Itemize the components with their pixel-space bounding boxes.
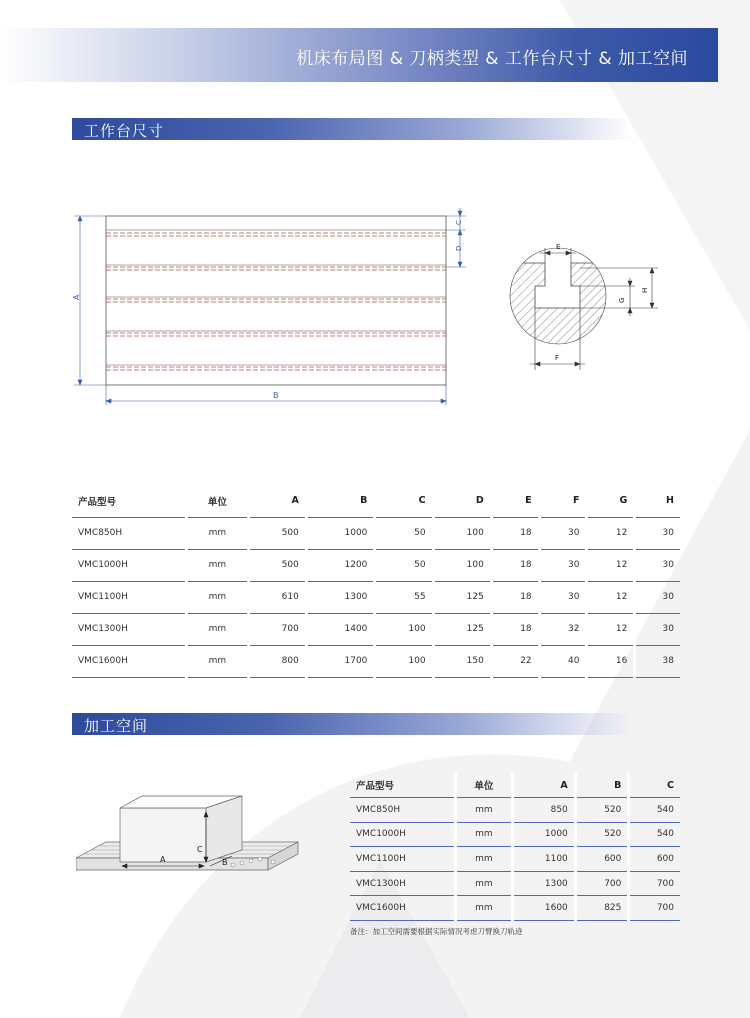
table-cell: 50 xyxy=(375,517,433,549)
table-cell: mm xyxy=(456,822,513,847)
space-dimension-b-label: B xyxy=(222,858,228,867)
dimension-e-label: E xyxy=(556,243,561,251)
table-cell: 18 xyxy=(491,549,539,581)
table-cell: 38 xyxy=(635,645,680,677)
table-cell: 1100 xyxy=(512,847,575,872)
header-model: 产品型号 xyxy=(72,485,187,517)
table-cell: 30 xyxy=(635,549,680,581)
table-cell: 100 xyxy=(433,549,491,581)
table-cell: 700 xyxy=(248,613,306,645)
table-cell: 40 xyxy=(539,645,587,677)
header-d: D xyxy=(433,485,491,517)
table-cell: mm xyxy=(456,847,513,872)
table-cell: 100 xyxy=(375,613,433,645)
table-cell: 825 xyxy=(575,896,629,921)
table-cell: VMC1100H xyxy=(350,847,456,872)
header-model: 产品型号 xyxy=(350,773,456,798)
table-cell: VMC1000H xyxy=(72,549,187,581)
table-row xyxy=(72,581,680,613)
table-cell: 1400 xyxy=(306,613,375,645)
table-cell: 1200 xyxy=(306,549,375,581)
table-cell: 1000 xyxy=(306,517,375,549)
table-header-row xyxy=(350,773,680,798)
table-cell: 30 xyxy=(539,581,587,613)
section-title-machining-space: 加工空间 xyxy=(84,717,149,735)
header-c: C xyxy=(375,485,433,517)
table-cell: 600 xyxy=(629,847,680,872)
table-cell: VMC850H xyxy=(350,798,456,823)
table-cell: 1000 xyxy=(512,822,575,847)
table-cell: 800 xyxy=(248,645,306,677)
table-cell: 520 xyxy=(575,798,629,823)
table-header-row xyxy=(72,485,680,517)
header-unit: 单位 xyxy=(456,773,513,798)
table-cell: VMC1600H xyxy=(350,896,456,921)
table-cell: 55 xyxy=(375,581,433,613)
table-cell: 1300 xyxy=(512,871,575,896)
table-cell: 540 xyxy=(629,822,680,847)
table-row xyxy=(72,517,680,549)
table-cell: VMC850H xyxy=(72,517,187,549)
header-f: F xyxy=(539,485,587,517)
footnote: 备注：加工空间需要根据实际情况考虑刀臂换刀轨迹 xyxy=(350,927,523,936)
table-row xyxy=(350,822,680,847)
header-unit: 单位 xyxy=(187,485,249,517)
machining-space-table xyxy=(350,773,680,921)
table-cell: 30 xyxy=(539,517,587,549)
header-b: B xyxy=(575,773,629,798)
header-band xyxy=(0,28,718,82)
dimension-d-label: D xyxy=(455,245,463,251)
space-dimension-a-label: A xyxy=(160,855,166,864)
table-cell: 12 xyxy=(587,613,635,645)
table-cell: 12 xyxy=(587,517,635,549)
table-cell: 18 xyxy=(491,613,539,645)
table-cell: 50 xyxy=(375,549,433,581)
table-cell: mm xyxy=(187,613,249,645)
dimension-b-label: B xyxy=(273,391,279,400)
table-row xyxy=(350,896,680,921)
table-cell: 16 xyxy=(587,645,635,677)
dimension-h-label: H xyxy=(641,287,649,293)
table-row xyxy=(350,871,680,896)
dimension-a-label: A xyxy=(72,294,81,300)
header-e: E xyxy=(491,485,539,517)
table-cell: mm xyxy=(187,581,249,613)
space-dimension-c-label: C xyxy=(197,845,203,854)
dimension-g-label: G xyxy=(618,297,626,303)
table-cell: VMC1000H xyxy=(350,822,456,847)
table-cell: 32 xyxy=(539,613,587,645)
page-title: 机床布局图 & 刀柄类型 & 工作台尺寸 & 加工空间 xyxy=(296,49,688,69)
table-row xyxy=(350,798,680,823)
table-cell: 30 xyxy=(635,613,680,645)
table-cell: VMC1300H xyxy=(350,871,456,896)
table-cell: 1600 xyxy=(512,896,575,921)
worktable-size-table xyxy=(72,485,680,678)
table-cell: 18 xyxy=(491,581,539,613)
table-cell: mm xyxy=(456,798,513,823)
header-b: B xyxy=(306,485,375,517)
table-cell: 700 xyxy=(629,896,680,921)
table-cell: 100 xyxy=(375,645,433,677)
table-cell: 520 xyxy=(575,822,629,847)
machining-space-drawing xyxy=(76,790,302,900)
header-c: C xyxy=(629,773,680,798)
table-cell: mm xyxy=(187,517,249,549)
header-g: G xyxy=(587,485,635,517)
table-cell: 22 xyxy=(491,645,539,677)
table-row xyxy=(72,645,680,677)
table-cell: 12 xyxy=(587,581,635,613)
table-cell: 150 xyxy=(433,645,491,677)
table-cell: 1700 xyxy=(306,645,375,677)
section-title-table-size: 工作台尺寸 xyxy=(84,122,165,140)
table-cell: mm xyxy=(187,549,249,581)
table-cell: 600 xyxy=(575,847,629,872)
table-row xyxy=(350,847,680,872)
table-row xyxy=(72,613,680,645)
table-cell: 500 xyxy=(248,549,306,581)
table-cell: VMC1100H xyxy=(72,581,187,613)
table-cell: 700 xyxy=(629,871,680,896)
section-bar-table-size xyxy=(72,118,632,140)
table-cell: 610 xyxy=(248,581,306,613)
table-cell: 500 xyxy=(248,517,306,549)
t-slot-lines xyxy=(106,233,446,370)
table-cell: mm xyxy=(456,896,513,921)
table-cell: 30 xyxy=(539,549,587,581)
table-cell: 540 xyxy=(629,798,680,823)
table-cell: VMC1300H xyxy=(72,613,187,645)
table-cell: VMC1600H xyxy=(72,645,187,677)
table-cell: 18 xyxy=(491,517,539,549)
dimension-f-label: F xyxy=(555,354,560,362)
table-cell: mm xyxy=(456,871,513,896)
table-cell: 850 xyxy=(512,798,575,823)
header-a: A xyxy=(248,485,306,517)
table-cell: 125 xyxy=(433,581,491,613)
worktable-outline xyxy=(106,216,446,385)
header-a: A xyxy=(512,773,575,798)
table-cell: mm xyxy=(187,645,249,677)
header-h: H xyxy=(635,485,680,517)
table-cell: 1300 xyxy=(306,581,375,613)
worktable-drawing xyxy=(68,205,480,410)
t-slot-drawing xyxy=(500,238,670,378)
section-bar-machining-space xyxy=(72,713,632,735)
dimension-c-label: C xyxy=(455,220,463,225)
table-cell: 125 xyxy=(433,613,491,645)
table-cell: 12 xyxy=(587,549,635,581)
table-row xyxy=(72,549,680,581)
dimension-c-d xyxy=(446,208,466,267)
table-cell: 700 xyxy=(575,871,629,896)
table-cell: 100 xyxy=(433,517,491,549)
table-cell: 30 xyxy=(635,517,680,549)
table-cell: 30 xyxy=(635,581,680,613)
